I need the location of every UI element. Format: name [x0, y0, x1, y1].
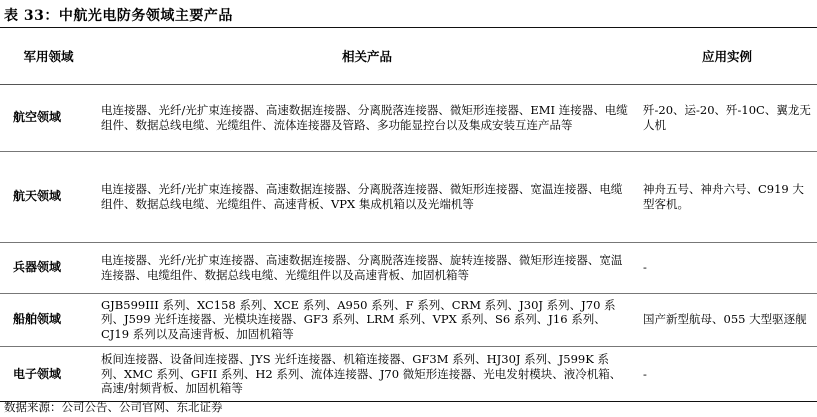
row-products: GJB599III 系列、XC158 系列、XCE 系列、A950 系列、F 系列、CRM 系列、J30J 系列、J70 系列、J599 光纤连接器、光模块连接器、GF3 系列、LRM 系列、VPX 系列、S6 系列、J16 系列、CJ19 系列以及高速背板、加固机箱等 [101, 297, 616, 341]
table-row [0, 242, 817, 293]
row-field: 兵器领域 [13, 260, 62, 275]
table-header-row [0, 28, 817, 84]
row-products: 电连接器、光纤/光扩束连接器、高速数据连接器、分离脱落连接器、旋转连接器、微矩形连接器、宽温连接器、电缆组件、数据总线电缆、光缆组件以及高速背板、加固机箱等 [101, 253, 623, 282]
row-field: 电子领域 [13, 366, 62, 381]
table-row [0, 293, 817, 346]
table-title: 表 33：中航光电防务领域主要产品 [4, 8, 233, 24]
row-applications: 神舟五号、神舟六号、C919 大型客机。 [643, 182, 804, 211]
row-field: 航天领域 [13, 189, 62, 204]
table-row [0, 346, 817, 401]
data-source-note: 数据来源：公司公告、公司官网、东北证券 [4, 400, 223, 414]
row-applications: 歼-20、运-20、歼-10C、翼龙无人机 [643, 103, 811, 132]
header-products: 相关产品 [97, 28, 637, 84]
table-row [0, 151, 817, 242]
row-products: 板间连接器、设备间连接器、JYS 光纤连接器、机箱连接器、GF3M 系列、HJ30J 系列、J599K 系列、XMC 系列、GFII 系列、H2 系列、流体连接器、J70 微矩形连接器、光电发射模块、液冷机箱、高速/射频背板、加固机箱等 [101, 352, 622, 395]
row-applications: - [643, 366, 647, 381]
products-table-container [0, 27, 817, 402]
row-applications: 国产新型航母、055 大型驱逐舰 [643, 312, 807, 327]
row-products: 电连接器、光纤/光扩束连接器、高速数据连接器、分离脱落连接器、微矩形连接器、宽温连接器、电缆组件、数据总线电缆、光缆组件、高速背板、VPX 集成机箱以及光端机等 [101, 182, 623, 211]
table-row [0, 84, 817, 151]
row-field: 航空领域 [13, 110, 62, 125]
row-field: 船舶领域 [13, 312, 62, 327]
header-applications: 应用实例 [637, 28, 817, 84]
header-field: 军用领域 [0, 28, 97, 84]
row-products: 电连接器、光纤/光扩束连接器、高速数据连接器、分离脱落连接器、微矩形连接器、EMI 连接器、电缆组件、数据总线电缆、光缆组件、流体连接器及管路、多功能显控台以及集成安装互连产品等 [101, 103, 628, 132]
products-table [0, 28, 817, 401]
row-applications: - [643, 260, 647, 275]
